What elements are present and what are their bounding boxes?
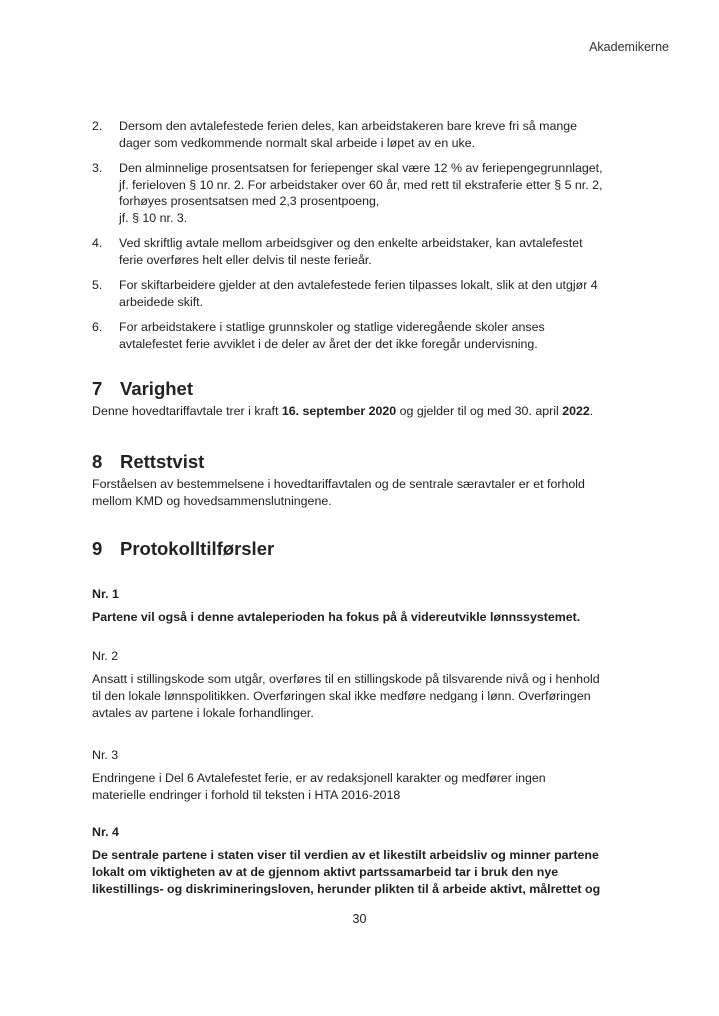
section-title: Varighet: [120, 378, 193, 399]
section-rettstvist: [92, 453, 652, 510]
list-item: [92, 319, 652, 352]
list-number: 2.: [92, 119, 103, 133]
list-item: [92, 235, 652, 268]
text-line: ferie overføres helt eller delvis til neste ferieår.: [119, 252, 372, 267]
text-line: arbeidede skift.: [119, 294, 204, 309]
text-line: til den lokale lønnspolitikken. Overføringen skal ikke medføre nedgang i lønn. Overføringen: [92, 689, 591, 703]
numbered-list: [92, 118, 652, 361]
protocol-text: [92, 847, 652, 898]
list-text: [119, 118, 652, 151]
section-title: Rettstvist: [120, 451, 205, 472]
section-heading: [92, 540, 652, 557]
list-text: [119, 277, 652, 310]
text-line: dager som vedkommende normalt skal arbeide i løpet av en uke.: [119, 135, 476, 150]
protocol-label: Nr. 3: [92, 748, 119, 762]
text-run: Denne hovedtariffavtale trer i kraft: [92, 404, 282, 418]
text-line: De sentrale partene i staten viser til verdien av et likestilt arbeidsliv og minner partene: [92, 848, 599, 862]
list-number: 4.: [92, 236, 103, 250]
protocol-text: [92, 671, 652, 722]
text-line: avtales av partene i lokale forhandlinger.: [92, 706, 314, 720]
start-date: 16. september 2020: [281, 404, 397, 418]
list-item: [92, 277, 652, 310]
protocol-nr3: [92, 747, 652, 804]
text-line: lokalt om viktigheten av at de gjennom aktivt partssamarbeid tar i bruk den nye: [92, 865, 559, 879]
end-year: 2022: [562, 404, 590, 418]
section-number: 7: [92, 378, 103, 399]
page-number: 30: [352, 912, 367, 926]
section-heading: [92, 453, 652, 470]
text-line: Ansatt i stillingskode som utgår, overføres til en stillingskode på tilsvarende nivå og i henhold: [92, 672, 600, 686]
section-text: [92, 476, 652, 510]
section-text: [92, 403, 652, 420]
text-line: likestillings- og diskrimineringsloven, herunder plikten til å arbeide aktivt, målrettet og: [92, 882, 601, 896]
section-heading: [92, 380, 652, 397]
list-number: 5.: [92, 278, 103, 292]
text-run: og gjelder til og med 30. april: [396, 404, 563, 418]
list-text: [119, 319, 652, 352]
protocol-label: Nr. 1: [92, 587, 119, 601]
text-line: jf. ferieloven § 10 nr. 2. For arbeidstaker over 60 år, med rett til ekstraferie etter § 5 nr. 2,: [119, 177, 603, 192]
text-line: forhøyes prosentsatsen med 2,3 prosentpoeng,: [119, 194, 380, 208]
text-line: For skiftarbeidere gjelder at den avtalefestede ferien tilpasses lokalt, slik at den utgjør 4: [119, 278, 598, 292]
list-text: [119, 235, 652, 268]
text-line: Den alminnelige prosentsatsen for feriepenger skal være 12 % av feriepengegrunnlaget,: [119, 161, 603, 175]
protocol-nr4: [92, 824, 652, 898]
text-line: Endringene i Del 6 Avtalefestet ferie, er av redaksjonell karakter og medfører ingen: [92, 771, 546, 785]
list-item: [92, 160, 652, 226]
protocol-label: Nr. 4: [92, 825, 119, 839]
text-line: Dersom den avtalefestede ferien deles, kan arbeidstakeren bare kreve fri så mange: [119, 119, 578, 133]
section-number: 8: [92, 451, 103, 472]
list-number: 6.: [92, 320, 103, 334]
protocol-nr1: [92, 586, 652, 626]
section-protokolltilforsler: [92, 540, 652, 563]
text-line: Ved skriftlig avtale mellom arbeidsgiver og den enkelte arbeidstaker, kan avtalefestet: [119, 236, 583, 250]
text-line: materielle endringer i forhold til teksten i HTA 2016-2018: [92, 788, 401, 802]
text-line: jf. § 10 nr. 3.: [119, 210, 188, 225]
list-text: [119, 160, 652, 226]
protocol-text: Partene vil også i denne avtaleperioden ha fokus på å videreutvikle lønnssystemet.: [92, 610, 581, 624]
protocol-nr2: [92, 648, 652, 722]
section-title: Protokolltilførsler: [120, 538, 275, 559]
header-org: Akademikerne: [589, 40, 669, 54]
protocol-text: [92, 770, 652, 804]
section-varighet: [92, 380, 652, 420]
section-number: 9: [92, 538, 103, 559]
list-number: 3.: [92, 161, 103, 175]
text-line: Forståelsen av bestemmelsene i hovedtariffavtalen og de sentrale særavtaler er et forhold: [92, 477, 585, 491]
protocol-label: Nr. 2: [92, 649, 119, 663]
list-item: [92, 118, 652, 151]
text-line: For arbeidstakere i statlige grunnskoler og statlige videregående skoler anses: [119, 320, 545, 334]
text-line: mellom KMD og hovedsammenslutningene.: [92, 494, 332, 508]
text-run: .: [589, 404, 594, 418]
text-line: avtalefestet ferie avviklet i de deler av året der det ikke foregår undervisning.: [119, 336, 538, 351]
